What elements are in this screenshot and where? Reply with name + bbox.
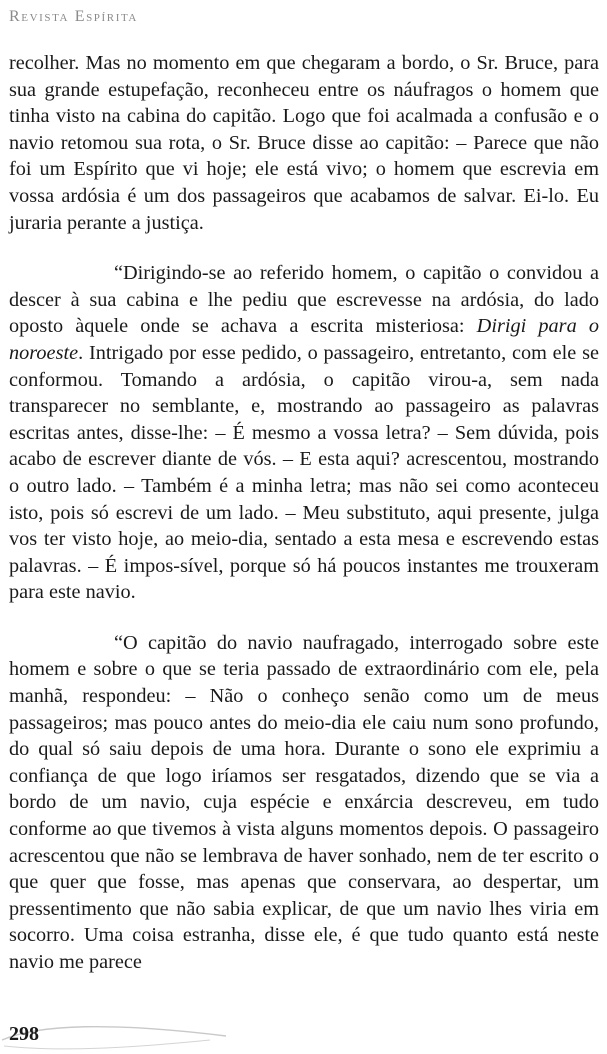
page-number: 298 [9, 1023, 39, 1045]
paragraph-1: recolher. Mas no momento em que chegaram a bordo, o Sr. Bruce, para sua grande estupefação, reconheceu entre os náufragos o homem que tinha visto na cabina do capitão. Logo que foi acalmada a confusão e o navio retomou sua rota, o Sr. Bruce disse ao capitão: – Parece que não foi um Espírito que vi hoje; ele está vivo; o homem que escrevia em vossa ardósia é um dos passageiros que acabamos de salvar. Ei-lo. Eu juraria perante a justiça. [9, 52, 599, 234]
running-header: Revista Espírita [9, 8, 138, 25]
paragraph-2 [9, 260, 599, 606]
body-text [9, 50, 599, 976]
paragraph-3: “O capitão do navio naufragado, interrogado sobre este homem e sobre o que se teria passado de extraordinário com ele, pela manhã, respondeu: – Não o conheço senão como um de meus passageiros; mas pouco antes do meio-dia ele caiu num sono profundo, do qual só saiu depois de uma hora. Durante o sono ele exprimiu a confiança de que logo iríamos ser resgatados, dizendo que se via a bordo de um navio, cuja espécie e enxárcia descreveu, em tudo conforme ao que tivemos à vista alguns momentos depois. O passageiro acrescentou que não se lembrava de haver sonhado, nem de ter escrito o que quer que fosse, mas apenas que conservara, ao despertar, um pressentimento que não sabia explicar, de que um navio lhes viria em socorro. Uma coisa estranha, disse ele, é que tudo quanto está neste navio me parece [9, 631, 599, 973]
paragraph-2-italic: Dirigi para o noroeste [9, 315, 599, 364]
paragraph-2-text-a: “Dirigindo-se ao referido homem, o capitão o convidou a descer à sua cabina e lhe pediu que escrevesse na ardósia, do lado oposto àquele onde se achava a escrita misteriosa: [9, 262, 599, 338]
paragraph-2-text-b: . Intrigado por esse pedido, o passageiro, entretanto, com ele se conformou. Tomando a ardósia, o capitão virou-a, sem nada transparecer no semblante, e, mostrando ao passageiro as palavras escritas antes, disse-lhe: – É mesmo a vossa letra? – Sem dúvida, pois acabo de escrever diante de vós. – E esta aqui? acrescentou, mostrando o outro lado. – Também é a minha letra; mas não sei como aconteceu isto, pois só escrevi de um lado. – Meu substituto, aqui presente, julga vos ter visto hoje, ao meio-dia, sentado a esta mesa e escrevendo estas palavras. – É impos-sível, porque só há poucos instantes me trouxeram para este navio. [9, 341, 599, 604]
